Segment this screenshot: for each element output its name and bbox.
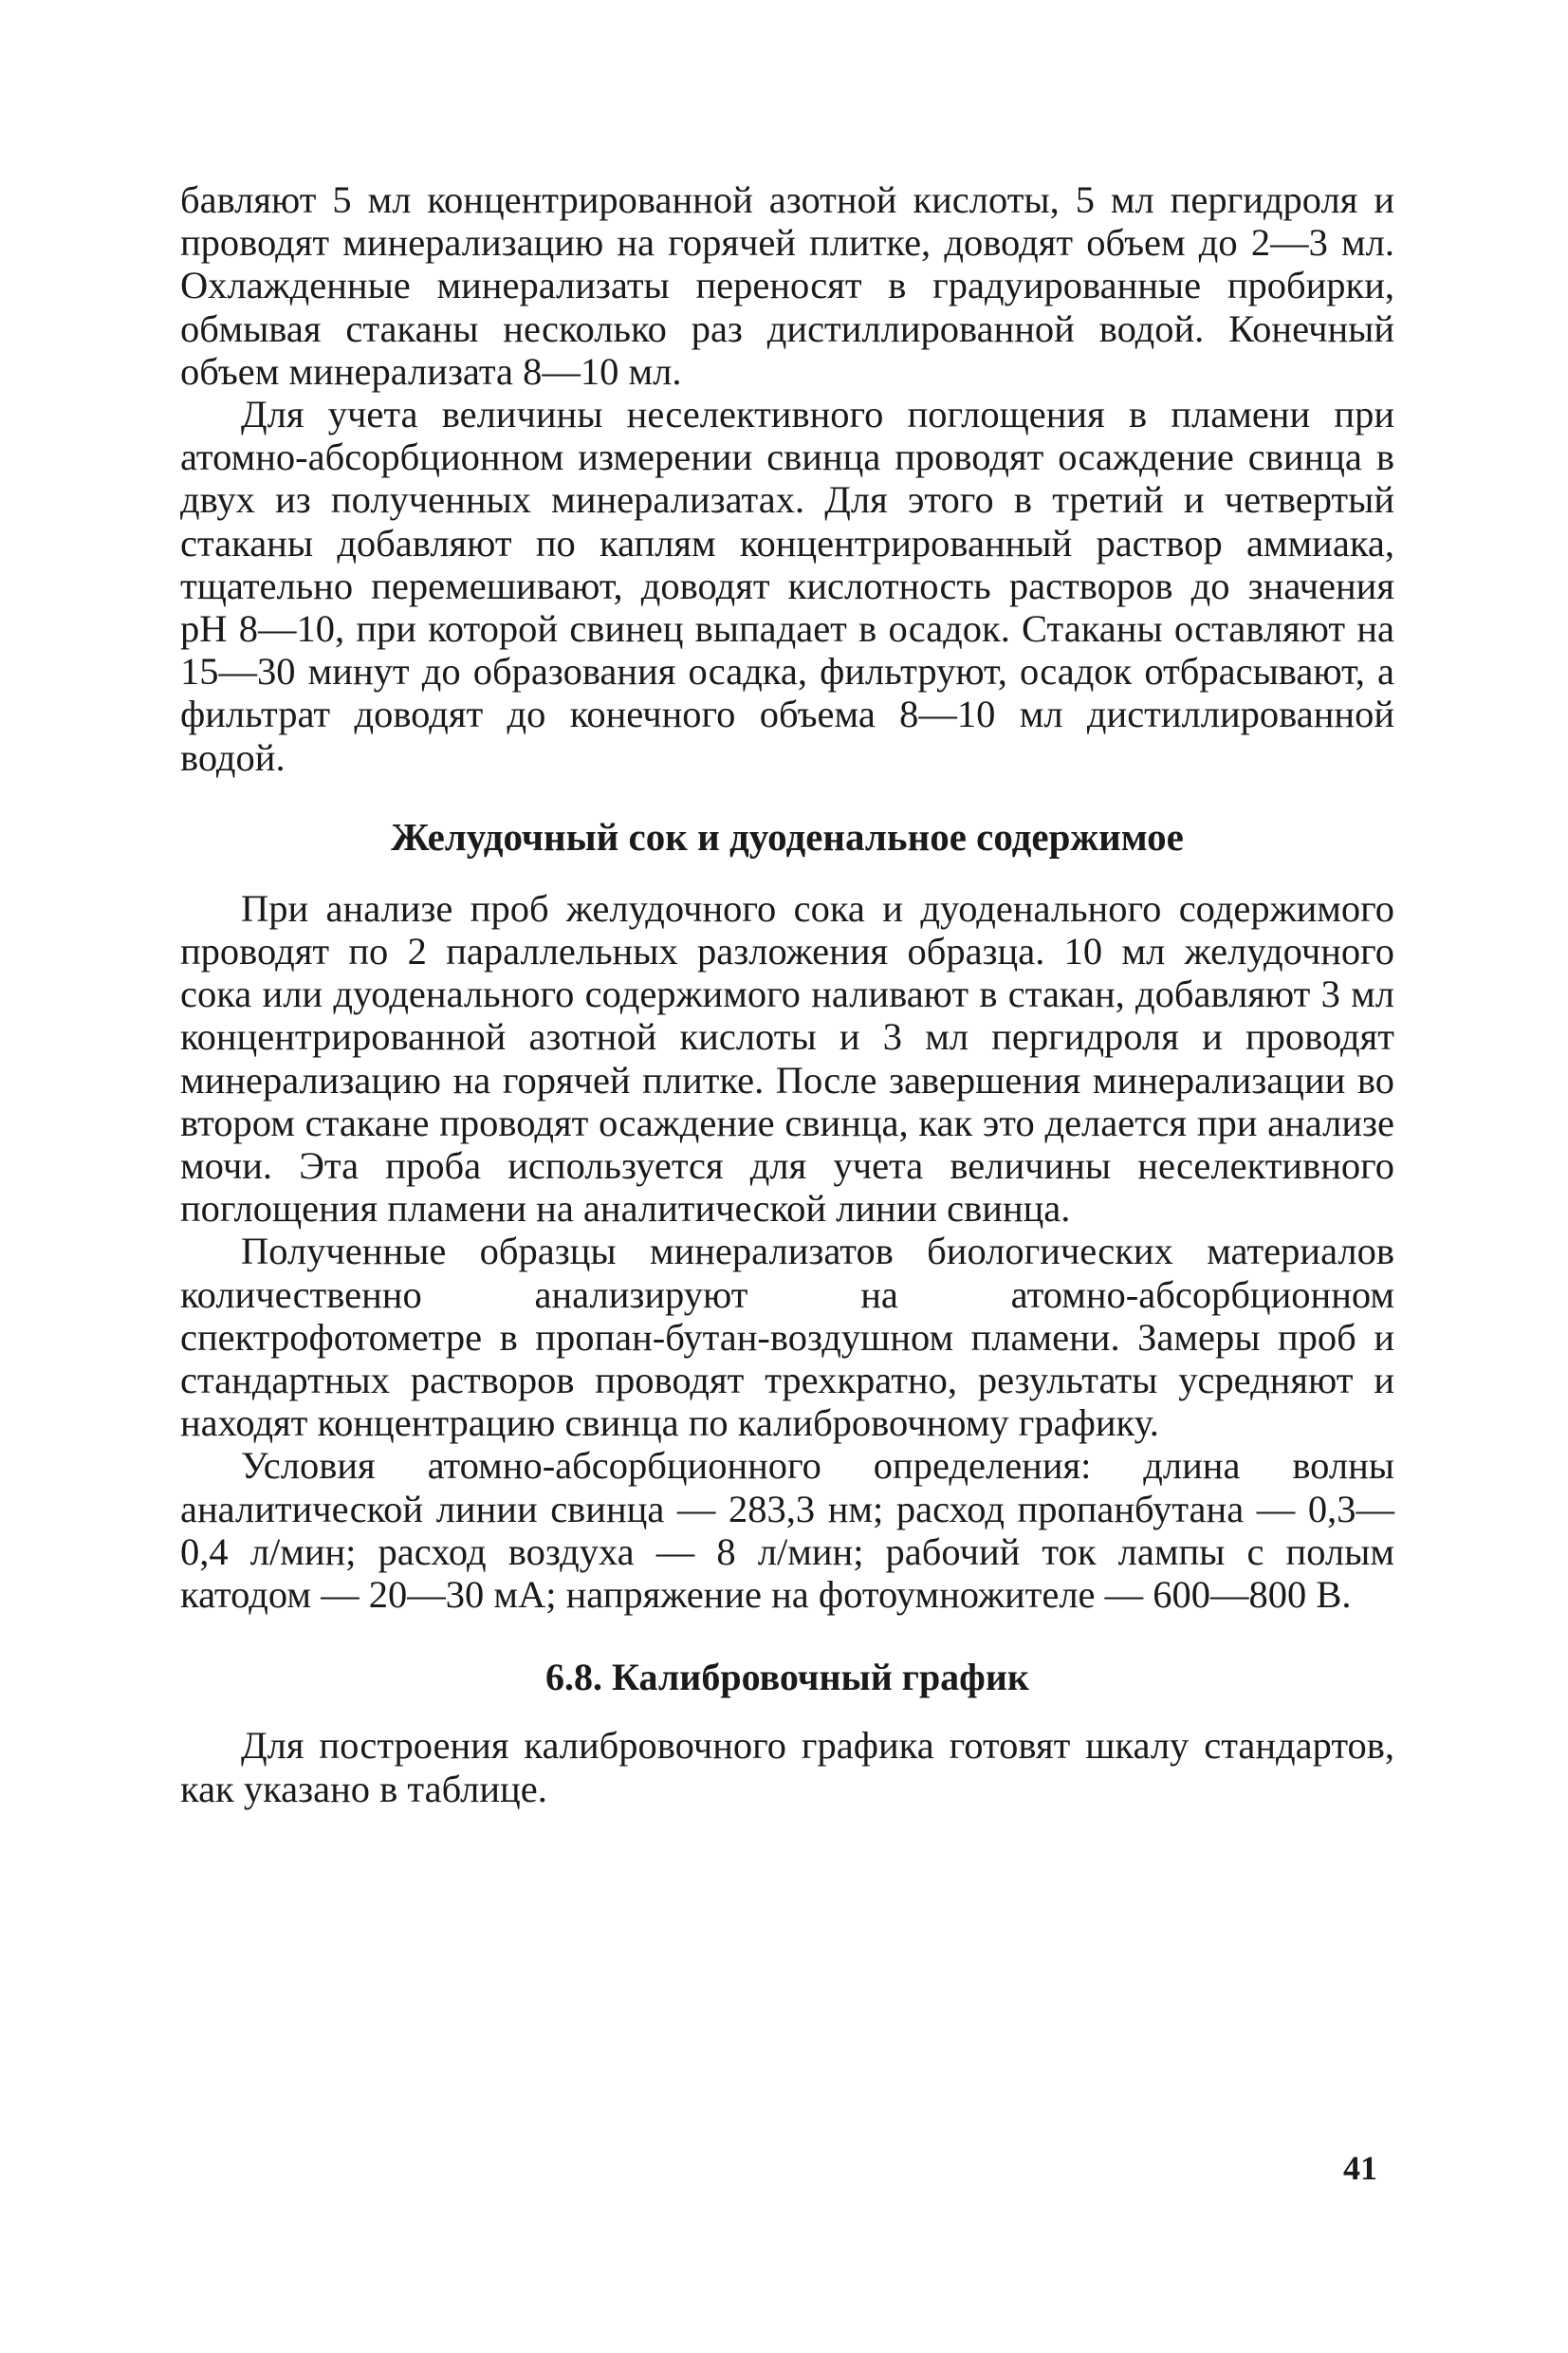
paragraph-mineralizate-analysis: Полученные образцы минерализатов биологических материалов количественно анализируют на атомно-абсорбционном спектрофотометре в пропан-бутан-воздушном пламени. Замеры проб и стандартных растворов проводят трехкратно, результаты усредняют и находят концентрацию свинца по калибровочному графику. — [180, 1230, 1394, 1445]
section-heading-gastric-juice: Желудочный сок и дуоденальное содержимое — [391, 814, 1184, 859]
page-body — [180, 178, 1394, 1810]
page-number: 41 — [1343, 2149, 1377, 2187]
paragraph-aas-conditions: Условия атомно-абсорбционного определения: длина волны аналитической линии свинца — 283,3 нм; расход пропанбутана — 0,3—0,4 л/мин; расход воздуха — 8 л/мин; рабочий ток лампы с полым катодом — 20—30 мА; напряжение на фотоумножителе — 600—800 В. — [180, 1444, 1394, 1617]
paragraph-nonselective-absorption: Для учета величины неселективного поглощения в пламени при атомно-абсорбционном измерении свинца проводят осаждение свинца в двух из полученных минерализатах. Для этого в третий и четвертый стаканы добавляют по каплям концентрированный раствор аммиака, тщательно перемешивают, доводят кислотность растворов до значения pH 8—10, при которой свинец выпадает в осадок. Стаканы оставляют на 15—30 минут до образования осадка, фильтруют, осадок отбрасывают, а фильтрат доводят до конечного объема 8—10 мл дистиллированной водой. — [180, 393, 1394, 779]
paragraph-calibration: Для построения калибровочного графика готовят шкалу стандартов, как указано в таблице. — [180, 1724, 1394, 1810]
paragraph-gastric-analysis: При анализе проб желудочного сока и дуоденального содержимого проводят по 2 параллельных разложения образца. 10 мл желудочного сока или дуоденального содержимого наливают в стакан, добавляют 3 мл концентрированной азотной кислоты и 3 мл пергидроля и проводят минерализацию на горячей плитке. После завершения минерализации во втором стакане проводят осаждение свинца, как это делается при анализе мочи. Эта проба используется для учета величины неселективного поглощения пламени на аналитической линии свинца. — [180, 886, 1394, 1231]
paragraph-continuation: бавляют 5 мл концентрированной азотной кислоты, 5 мл пергидроля и проводят минерализацию на горячей плитке, доводят объем до 2—3 мл. Охлажденные минерализаты переносят в градуированные пробирки, обмывая стаканы несколько раз дистиллированной водой. Конечный объем минерализата 8—10 мл. — [180, 178, 1394, 393]
section-heading-calibration: 6.8. Калибровочный график — [545, 1656, 1029, 1699]
